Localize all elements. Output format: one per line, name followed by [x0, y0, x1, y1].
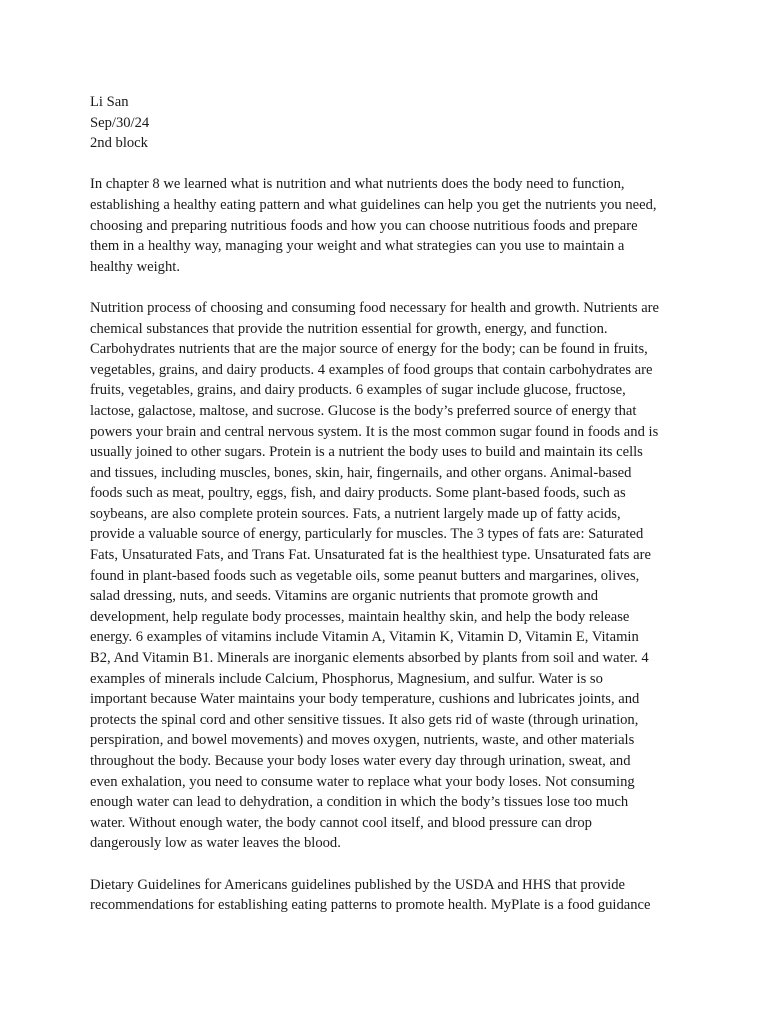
- document-body: [90, 174, 690, 915]
- text-line: them in a healthy way, managing your weight and what strategies can you use to maintain a: [90, 238, 625, 255]
- text-line: protects the spinal cord and other sensitive tissues. It also gets rid of waste (through urination,: [90, 711, 639, 728]
- text-line: fruits, vegetables, grains, and dairy products. 6 examples of sugar include glucose, fructose,: [90, 382, 626, 399]
- text-line: Fats, Unsaturated Fats, and Trans Fat. Unsaturated fat is the healthiest type. Unsaturated fats are: [90, 547, 651, 564]
- text-line: throughout the body. Because your body loses water every day through urination, sweat, and: [90, 753, 631, 769]
- author-name: Li San: [90, 94, 129, 110]
- text-line: provide a valuable source of energy, particularly for muscles. The 3 types of fats are: Saturated: [90, 526, 644, 543]
- document-date: Sep/30/24: [90, 114, 150, 131]
- text-line: salad dressing, nuts, and seeds. Vitamins are organic nutrients that promote growth and: [90, 588, 599, 605]
- text-line: water. Without enough water, the body cannot cool itself, and blood pressure can drop: [90, 814, 592, 831]
- text-line: development, help regulate body processes, maintain healthy skin, and help the body release: [90, 608, 630, 625]
- text-line: foods such as meat, poultry, eggs, fish, and dairy products. Some plant-based foods, such as: [90, 485, 626, 502]
- text-line: Dietary Guidelines for Americans guidelines published by the USDA and HHS that provide: [90, 876, 626, 893]
- text-line: important because Water maintains your body temperature, cushions and lubricates joints, and: [90, 691, 640, 708]
- text-line: powers your brain and central nervous system. It is the most common sugar found in foods and is: [90, 423, 659, 440]
- text-line: examples of minerals include Calcium, Phosphorus, Magnesium, and sulfur. Water is so: [90, 670, 603, 687]
- text-line: soybeans, are also complete protein sources. Fats, a nutrient largely made up of fatty acids,: [90, 505, 621, 522]
- text-line: vegetables, grains, and dairy products. 4 examples of food groups that contain carbohydrates are: [90, 361, 653, 378]
- text-line: Carbohydrates nutrients that are the major source of energy for the body; can be found in fruits,: [90, 341, 648, 358]
- paragraph-1: [90, 174, 690, 277]
- text-line: usually joined to other sugars. Protein is a nutrient the body uses to build and maintain its cells: [90, 444, 643, 461]
- text-line: Nutrition process of choosing and consuming food necessary for health and growth. Nutrients are: [90, 299, 660, 316]
- text-line: and tissues, including muscles, bones, skin, hair, fingernails, and other organs. Animal-based: [90, 464, 632, 481]
- text-line: enough water can lead to dehydration, a condition in which the body’s tissues lose too much: [90, 794, 629, 811]
- text-line: energy. 6 examples of vitamins include Vitamin A, Vitamin K, Vitamin D, Vitamin E, Vitamin: [90, 629, 639, 646]
- text-line: found in plant-based foods such as vegetable oils, some peanut butters and margarines, olives,: [90, 567, 640, 584]
- text-line: healthy weight.: [90, 258, 180, 275]
- document-header: [90, 92, 690, 154]
- text-line: even exhalation, you need to consume water to replace what your body loses. Not consuming: [90, 773, 635, 790]
- text-line: establishing a healthy eating pattern and what guidelines can help you get the nutrients you need,: [90, 196, 657, 213]
- text-line: lactose, galactose, maltose, and sucrose. Glucose is the body’s preferred source of energy that: [90, 402, 637, 419]
- text-line: recommendations for establishing eating patterns to promote health. MyPlate is a food guidance: [90, 897, 651, 914]
- text-line: perspiration, and bowel movements) and moves oxygen, nutrients, waste, and other materials: [90, 732, 635, 749]
- text-line: B2, And Vitamin B1. Minerals are inorganic elements absorbed by plants from soil and water. 4: [90, 650, 649, 667]
- text-line: dangerously low as water leaves the blood.: [90, 835, 341, 852]
- text-line: choosing and preparing nutritious foods and how you can choose nutritious foods and prepare: [90, 217, 638, 234]
- paragraph-2: [90, 298, 690, 854]
- paragraph-3: [90, 875, 690, 916]
- text-line: In chapter 8 we learned what is nutrition and what nutrients does the body need to function,: [90, 176, 625, 193]
- text-line: chemical substances that provide the nutrition essential for growth, energy, and function.: [90, 320, 608, 337]
- class-block: 2nd block: [90, 135, 148, 152]
- document-page: [90, 92, 690, 936]
